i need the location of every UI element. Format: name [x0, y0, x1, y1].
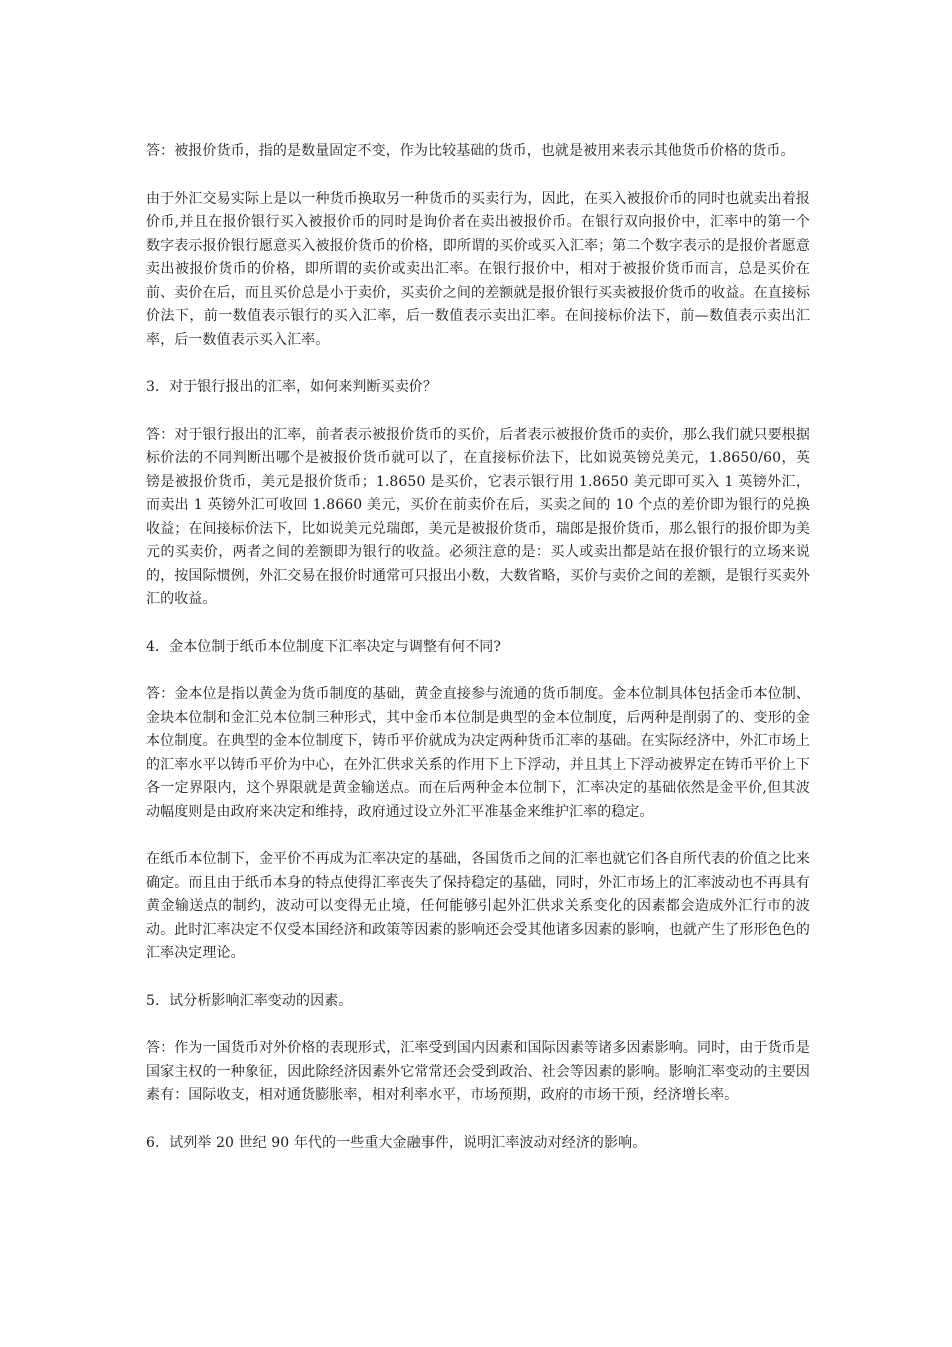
answer-paragraph: 由于外汇交易实际上是以一种货币换取另一种货币的买卖行为，因此，在买入被报价币的同时也就卖出着报价币,并且在报价银行买入被报价币的同时是询价者在卖出被报价币。在银行双向报价中，汇率中的第一个数字表示报价银行愿意买入被报价货币的价格，即所谓的买价或买入汇率；第二个数字表示的是报价者愿意卖出被报价货币的价格，即所谓的卖价或卖出汇率。在银行报价中，相对于被报价货币而言，总是买价在前、卖价在后，而且买价总是小于卖价，买卖价之间的差额就是报价银行买卖被报价货币的收益。在直接标价法下，前一数值表示银行的买入汇率，后一数值表示卖出汇率。在间接标价法下，前—数值表示卖出汇率，后一数值表示买入汇率。 — [146, 190, 810, 348]
question-heading: 5．试分析影响汇率变动的因素。 — [146, 992, 353, 1009]
document-body — [146, 140, 810, 1179]
answer-paragraph: 答：对于银行报出的汇率，前者表示被报价货币的买价，后者表示被报价货币的卖价，那么我们就只要根据标价法的不同判断出哪个是被报价货币就可以了，在直接标价法下，比如说英镑兑美元，1.8650/60，英镑是被报价货币，美元是报价货币；1.8650 是买价，它表示银行用 1.8650 美元即可买入 1 英镑外汇，而卖出 1 英镑外汇可收回 1.8660 美元，买价在前卖价在后，买卖之间的 10 个点的差价即为银行的兑换收益；在间接标价法下，比如说美元兑瑞郎，美元是被报价货币，瑞郎是报价货币，那么银行的报价即为美元的买卖价，两者之间的差额即为银行的收益。必须注意的是：买人或卖出都是站在报价银行的立场来说的，按国际惯例，外汇交易在报价时通常可只报出小数，大数省略，买价与卖价之间的差额，是银行买卖外汇的收益。 — [146, 426, 810, 607]
answer-paragraph: 答：金本位是指以黄金为货币制度的基础，黄金直接参与流通的货币制度。金本位制具体包括金币本位制、金块本位制和金汇兑本位制三种形式，其中金币本位制是典型的金本位制度，后两种是削弱了的、变形的金本位制度。在典型的金本位制度下，铸币平价就成为决定两种货币汇率的基础。在实际经济中，外汇市场上的汇率水平以铸币平价为中心，在外汇供求关系的作用下上下浮动，并且其上下浮动被界定在铸币平价上下各一定界限内，这个界限就是黄金输送点。而在后两种金本位制下，汇率决定的基础依然是金平价,但其波动幅度则是由政府来决定和维持，政府通过设立外汇平准基金来维护汇率的稳定。 — [146, 686, 810, 820]
answer-paragraph: 答：被报价货币，指的是数量固定不变，作为比较基础的货币，也就是被用来表示其他货币价格的货币。 — [146, 143, 795, 159]
question-heading: 6．试列举 20 世纪 90 年代的一些重大金融事件，说明汇率波动对经济的影响。 — [146, 1134, 647, 1151]
answer-paragraph: 在纸币本位制下，金平价不再成为汇率决定的基础，各国货币之间的汇率也就它们各自所代表的价值之比来确定。而且由于纸币本身的特点使得汇率丧失了保持稳定的基础，同时，外汇市场上的汇率波动也不再具有黄金输送点的制约，波动可以变得无止境，任何能够引起外汇供求关系变化的因素都会造成外汇行市的波动。此时汇率决定不仅受本国经济和政策等因素的影响还会受其他诸多因素的影响，也就产生了形形色色的汇率决定理论。 — [146, 851, 810, 961]
question-heading: 4．金本位制于纸币本位制度下汇率决定与调整有何不同? — [146, 638, 502, 655]
answer-paragraph: 答：作为一国货币对外价格的表现形式，汇率受到国内因素和国际因素等诸多因素影响。同时，由于货币是国家主权的一种象征，因此除经济因素外它常常还会受到政治、社会等因素的影响。影响汇率变动的主要因素有：国际收支，相对通货膨胀率，相对利率水平，市场预期，政府的市场干预，经济增长率。 — [146, 1040, 810, 1103]
question-heading: 3．对于银行报出的汇率，如何来判断买卖价？ — [146, 379, 438, 395]
